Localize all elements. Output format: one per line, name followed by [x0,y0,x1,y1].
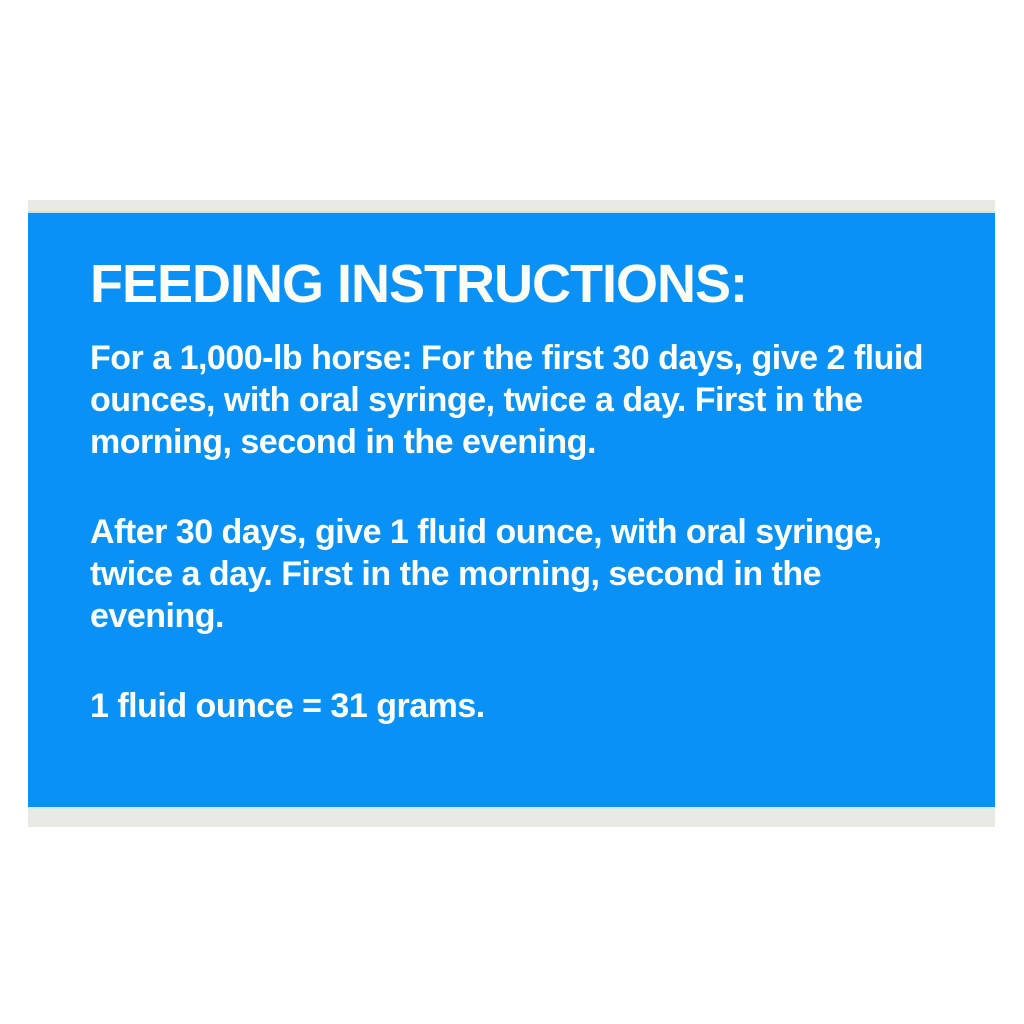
after-30-days-instructions: After 30 days, give 1 fluid ounce, with oral syringe, twice a day. First in the morning, second in the evening. [90,513,882,635]
feeding-instructions-card [28,200,995,827]
fluid-ounce-conversion-note: 1 fluid ounce = 31 grams. [90,687,485,725]
paragraph-gap [90,663,938,685]
first-30-days-instructions: For a 1,000-lb horse: For the first 30 days, give 2 fluid ounces, with oral syringe, twice a day. First in the morning, second in the evening. [90,339,924,461]
paragraph-gap [90,489,938,511]
feeding-instructions-title: FEEDING INSTRUCTIONS: [90,254,748,314]
blue-panel [28,211,995,809]
card-content [90,254,938,727]
